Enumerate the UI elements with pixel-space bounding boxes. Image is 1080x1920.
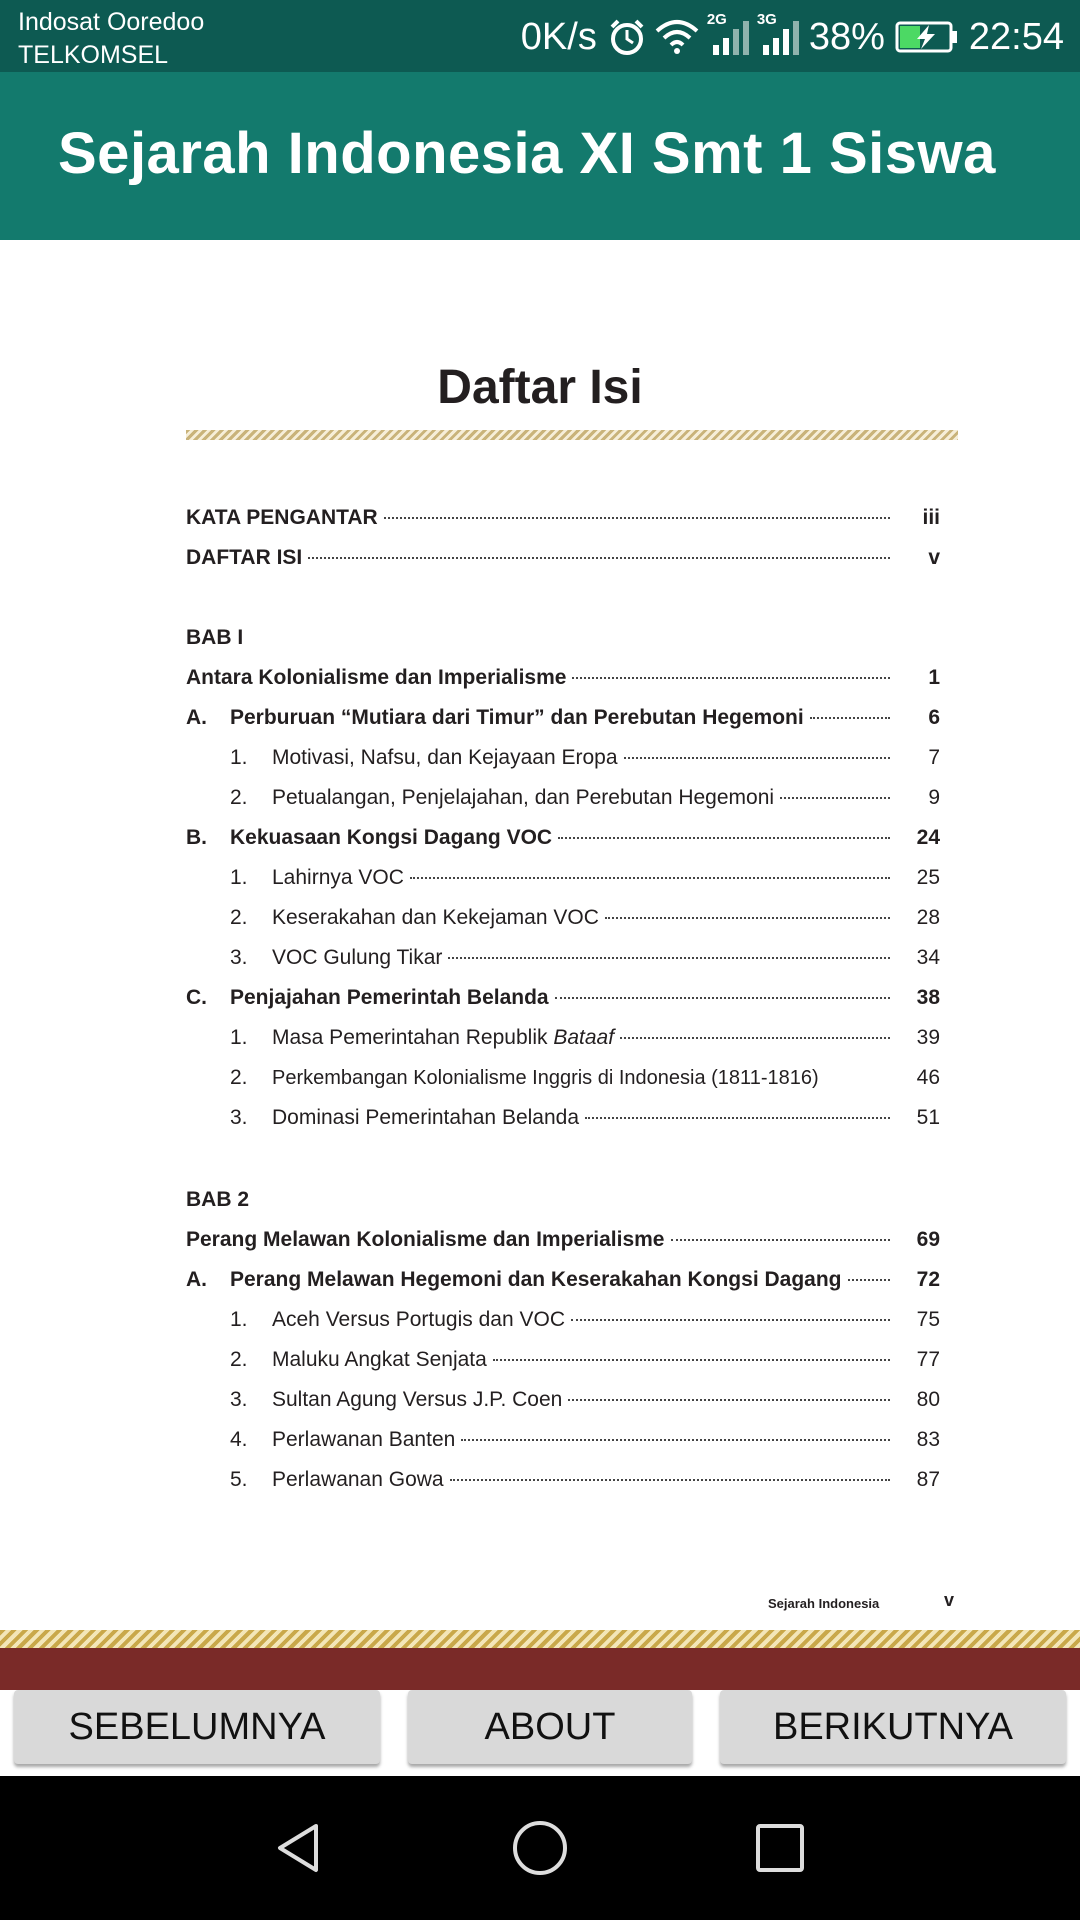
toc-prefix: 4. xyxy=(230,1428,248,1451)
clock: 22:54 xyxy=(968,15,1064,58)
home-icon[interactable] xyxy=(510,1818,570,1878)
network-speed: 0K/s xyxy=(520,15,597,58)
sim1-network-type: 2G xyxy=(706,11,727,28)
toc-label: Perkembangan Kolonialisme Inggris di Indonesia (1811-1816) xyxy=(272,1067,819,1089)
toc-row xyxy=(186,1268,940,1302)
toc-row xyxy=(186,866,940,900)
toc-row xyxy=(186,1106,940,1140)
toc-label: Motivasi, Nafsu, dan Kejayaan Eropa xyxy=(272,746,618,769)
toc-row xyxy=(186,946,940,980)
toc-prefix: 5. xyxy=(230,1468,248,1491)
toc-page: 34 xyxy=(916,946,940,969)
toc-row xyxy=(186,666,940,700)
toc-row xyxy=(186,986,940,1020)
navigation-bar xyxy=(0,1776,1080,1920)
battery-percent: 38% xyxy=(808,15,885,58)
toc-row xyxy=(186,1388,940,1422)
toc-label: Petualangan, Penjelajahan, dan Perebutan Hegemoni xyxy=(272,786,775,809)
toc-row xyxy=(186,786,940,820)
toc-page: 6 xyxy=(928,706,940,729)
signal-icon xyxy=(706,11,749,55)
toc-prefix: 3. xyxy=(230,1388,248,1411)
toc-label: Perlawanan Gowa xyxy=(272,1468,444,1491)
toc-prefix: 1. xyxy=(230,746,248,769)
toc-row xyxy=(186,706,940,740)
toc-prefix: A. xyxy=(186,1268,207,1291)
toc-prefix: 2. xyxy=(230,1348,248,1371)
toc-page: iii xyxy=(922,506,940,529)
toc-page: 9 xyxy=(928,786,940,809)
toc-prefix: 1. xyxy=(230,1026,248,1049)
toc-row xyxy=(186,1026,940,1060)
toc-label: Keserakahan dan Kekejaman VOC xyxy=(272,906,599,929)
toc-row xyxy=(186,1468,940,1502)
toc-page: 7 xyxy=(928,746,940,769)
carrier-name-2: TELKOMSEL xyxy=(18,41,169,69)
toc-label xyxy=(272,1026,614,1050)
signal-icon xyxy=(756,11,799,55)
toc-label: Perburuan “Mutiara dari Timur” dan Perebutan Hegemoni xyxy=(230,706,804,729)
toc-prefix: 1. xyxy=(230,1308,248,1331)
toc-page: 77 xyxy=(916,1348,940,1371)
toc-label: VOC Gulung Tikar xyxy=(272,946,443,969)
toc-label: Kekuasaan Kongsi Dagang VOC xyxy=(230,826,553,849)
footer-stripe xyxy=(0,1630,1080,1648)
toc-label: Antara Kolonialisme dan Imperialisme xyxy=(186,666,567,689)
toc-page: v xyxy=(928,546,940,569)
toc-page: 75 xyxy=(916,1308,940,1331)
toc-label: Perang Melawan Hegemoni dan Keserakahan Kongsi Dagang xyxy=(230,1268,842,1291)
toc-page: 38 xyxy=(916,986,940,1009)
recent-apps-icon[interactable] xyxy=(750,1818,810,1878)
status-bar xyxy=(0,0,1080,72)
toc-label: Perlawanan Banten xyxy=(272,1428,456,1451)
toc-prefix: 2. xyxy=(230,1066,248,1089)
toc-prefix: C. xyxy=(186,986,207,1009)
chapter-heading: BAB 2 xyxy=(186,1188,250,1211)
toc-page: 83 xyxy=(916,1428,940,1451)
toc-page: 25 xyxy=(916,866,940,889)
toc-label: Dominasi Pemerintahan Belanda xyxy=(272,1106,580,1129)
app-title: Sejarah Indonesia XI Smt 1 Siswa xyxy=(58,121,996,186)
toc-prefix: 3. xyxy=(230,946,248,969)
toc-row xyxy=(186,1428,940,1462)
toc-row xyxy=(186,546,940,580)
app-bar xyxy=(0,72,1080,240)
toc-row xyxy=(186,906,940,940)
previous-button[interactable]: SEBELUMNYA xyxy=(14,1690,380,1764)
chapter-heading: BAB I xyxy=(186,626,244,649)
alarm-icon xyxy=(609,18,645,56)
toc-prefix: 3. xyxy=(230,1106,248,1129)
toc-prefix: 2. xyxy=(230,906,248,929)
footer-book-name: Sejarah Indonesia xyxy=(768,1596,880,1611)
toc-row xyxy=(186,506,940,540)
toc-label: Penjajahan Pemerintah Belanda xyxy=(230,986,549,1009)
wifi-icon xyxy=(655,19,699,55)
toc-label: KATA PENGANTAR xyxy=(186,506,378,529)
toc-page: 1 xyxy=(928,666,940,689)
toc-prefix: 2. xyxy=(230,786,248,809)
toc-row xyxy=(186,1348,940,1382)
toc-row xyxy=(186,826,940,860)
toc-row xyxy=(186,1228,940,1262)
carrier-name-1: Indosat Ooredoo xyxy=(18,8,205,36)
toc-prefix: 1. xyxy=(230,866,248,889)
back-icon[interactable] xyxy=(270,1818,330,1878)
toc-prefix: A. xyxy=(186,706,207,729)
toc-page: 28 xyxy=(916,906,940,929)
toc-label-italic: Bataaf xyxy=(553,1026,615,1049)
toc-label-text: Masa Pemerintahan Republik xyxy=(272,1026,548,1049)
about-button[interactable]: ABOUT xyxy=(408,1690,692,1764)
toc-page: 39 xyxy=(916,1026,940,1049)
bottom-button-bar xyxy=(0,1690,1080,1776)
toc-label: Lahirnya VOC xyxy=(272,866,404,889)
toc-row xyxy=(186,1308,940,1342)
toc-page: 69 xyxy=(916,1228,940,1251)
toc-page: 46 xyxy=(916,1066,940,1089)
toc-label: Perang Melawan Kolonialisme dan Imperialisme xyxy=(186,1228,665,1251)
footer-page-number: v xyxy=(944,1590,955,1610)
title-divider xyxy=(186,430,958,440)
toc-label: Maluku Angkat Senjata xyxy=(272,1348,487,1371)
toc-row xyxy=(186,746,940,780)
toc-label: DAFTAR ISI xyxy=(186,546,303,569)
next-button[interactable]: BERIKUTNYA xyxy=(720,1690,1066,1764)
page-title: Daftar Isi xyxy=(437,361,643,414)
sim2-network-type: 3G xyxy=(756,11,777,28)
battery-charging-icon xyxy=(895,20,959,54)
toc-label: Aceh Versus Portugis dan VOC xyxy=(272,1308,565,1331)
toc-label: Sultan Agung Versus J.P. Coen xyxy=(272,1388,563,1411)
toc-page: 80 xyxy=(916,1388,940,1411)
footer-band xyxy=(0,1648,1080,1690)
toc-page: 51 xyxy=(916,1106,940,1129)
document-page[interactable] xyxy=(0,240,1080,1690)
toc-prefix: B. xyxy=(186,826,207,849)
toc-row xyxy=(186,1066,940,1100)
toc-page: 87 xyxy=(916,1468,940,1491)
toc-page: 24 xyxy=(916,826,940,849)
toc-page: 72 xyxy=(916,1268,940,1291)
